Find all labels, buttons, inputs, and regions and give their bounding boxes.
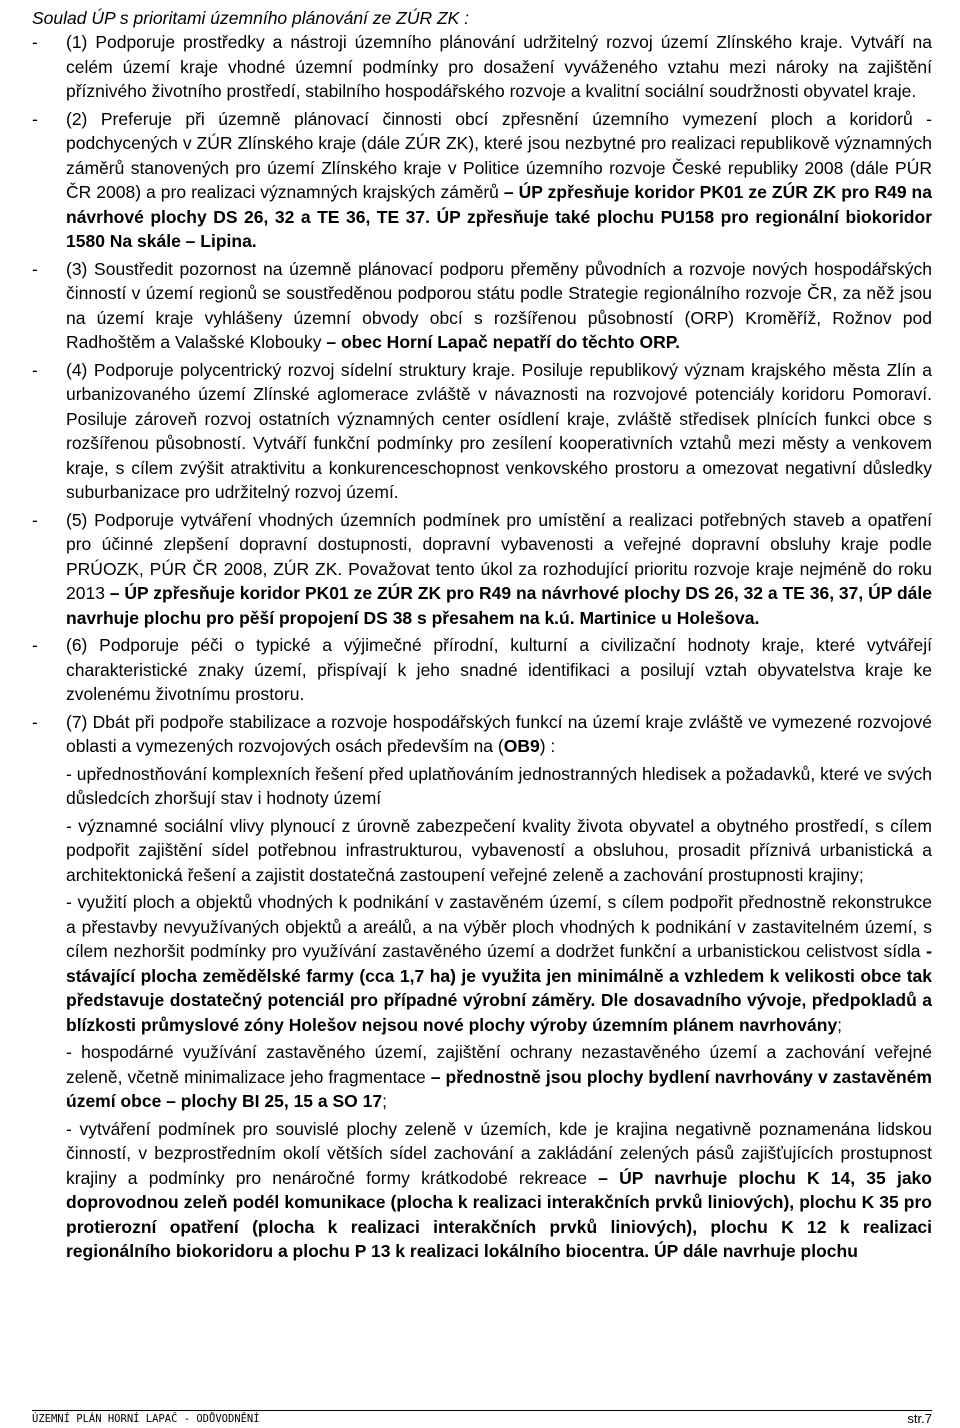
priority-item bbox=[32, 30, 932, 104]
bold-text: – obec Horní Lapač nepatří do těchto ORP. bbox=[326, 332, 681, 352]
text: (1) Podporuje prostředky a nástroji územního plánování udržitelný rozvoj území Zlínského kraje. Vytváří na celém území kraje vhodné územní podmínky pro dosažení vyváženého vztahu mezi nároky na zajištění příznivého životního prostředí, stabilního hospodářského rozvoje a kvalitní sociální soudržnosti obyvatel kraje. bbox=[66, 32, 932, 101]
text: ; bbox=[837, 1014, 843, 1035]
priority-text bbox=[66, 257, 932, 355]
text: - využití ploch a objektů vhodných k podnikání v zastavěném území, s cílem podpořit přednostně rekonstrukce a přestavby nevyužívaných objektů a areálů, a na výběr ploch vhodných k podnikání v zastavitelném území, s cílem nezhoršit podmínky pro využívání zastavěného území a dodržet funkční a urbanistickou celistvost sídla bbox=[66, 892, 932, 961]
text: (7) Dbát při podpoře stabilizace a rozvoje hospodářských funkcí na území kraje zvláště ve vymezené rozvojové oblasti a vymezených rozvojových osách především na ( bbox=[66, 711, 932, 756]
footer-document-title: ÚZEMNÍ PLÁN HORNÍ LAPAČ - ODŮVODNĚNÍ bbox=[32, 1413, 260, 1425]
priority-text bbox=[66, 710, 932, 759]
priority-item bbox=[32, 710, 932, 759]
text: (5) Podporuje vytváření vhodných územních podmínek pro umístění a realizaci potřebných staveb a opatření pro účinné zlepšení dopravní dostupnosti, dopravní vybavenosti a veřejné dopravní obsluhy kraje podle PRÚOZK, PÚR ČR 2008, ZÚR ZK. Považovat tento úkol za rozhodující prioritu rozvoje kraje nejméně do roku 2013 bbox=[66, 509, 932, 603]
priority-text bbox=[66, 358, 932, 505]
priority-item bbox=[32, 508, 932, 631]
list-dash: - bbox=[32, 258, 38, 279]
sub-item bbox=[66, 890, 932, 1037]
priority-item bbox=[32, 633, 932, 707]
page-footer bbox=[32, 1410, 932, 1427]
text: (2) Preferuje při územně plánovací činnosti obcí zpřesnění územního vymezení ploch a koridorů - podchycených v ZÚR Zlínského kraje (dále ZÚR ZK), které jsou nezbytné pro realizaci republikově významných záměrů stanovených pro území Zlínského kraje v Politice územního rozvoje České republiky 2008 (dále PÚR ČR 2008) a pro realizaci významných krajských záměrů bbox=[66, 108, 932, 202]
bold-text: – přednostně jsou plochy bydlení navrhovány v zastavěném území obce – plochy BI 25, 15 a SO 17 bbox=[66, 1066, 932, 1111]
priority-item bbox=[32, 107, 932, 254]
list-dash: - bbox=[32, 635, 38, 655]
sub-item bbox=[66, 762, 932, 811]
document-body bbox=[32, 30, 932, 1267]
list-dash: - bbox=[32, 359, 38, 380]
priority-text bbox=[66, 107, 932, 254]
text: ; bbox=[382, 1091, 387, 1111]
priority-text bbox=[66, 30, 932, 104]
text: - významné sociální vlivy plynoucí z úrovně zabezpečení kvality života obyvatel a obytného prostředí, s cílem podpořit zajištění sídel potřebnou infrastrukturou, vybaveností a obsluhou, prosadit příznivá urbanistická a architektonická řešení a zajistit dostatečná zastoupení veřejné zeleně a zachování prostupnosti krajiny; bbox=[66, 815, 932, 885]
bold-text: – ÚP zpřesňuje koridor PK01 ze ZÚR ZK pro R49 na návrhové plochy DS 26, 32 a TE 36, TE 37. ÚP zpřesňuje také plochu PU158 pro regionální biokoridor 1580 Na skále – Lipina. bbox=[66, 182, 932, 251]
sub-item bbox=[66, 1040, 932, 1114]
text: (3) Soustředit pozornost na územně plánovací podporu přeměny původních a rozvoje nových hospodářských činností v území regionů se soustředěnou podporou státu podle Strategie regionálního rozvoje ČR, za něž jsou na území kraje vyhlášeny územní obvody obcí s rozšířenou působností (ORP) Kroměříž, Rožnov pod Radhoštěm a Valašské Klobouky bbox=[66, 258, 932, 352]
priority-item bbox=[32, 257, 932, 355]
priority-7-subitems bbox=[32, 762, 932, 1264]
text: ) : bbox=[539, 736, 556, 756]
list-dash: - bbox=[32, 509, 38, 530]
text: - vytváření podmínek pro souvislé plochy zeleně v územích, kde je krajina negativně poznamenána lidskou činností, v bezprostředním okolí větších sídel zachování a zakládání zelených pásů zajišťujících prostupnost krajiny a podmínky pro nenáročné formy krátkodobé rekreace bbox=[66, 1118, 932, 1188]
text: - hospodárné využívání zastavěného území, zajištění ochrany nezastavěného území a zachování veřejné zeleně, včetně minimalizace jeho fragmentace bbox=[66, 1042, 932, 1087]
bold-text: OB9 bbox=[503, 736, 540, 756]
sub-item bbox=[66, 1117, 932, 1264]
priority-text bbox=[66, 633, 932, 707]
sub-item bbox=[66, 814, 932, 888]
list-dash: - bbox=[32, 32, 38, 52]
bold-text: – ÚP navrhuje plochu K 14, 35 jako doprovodnou zeleň podél komunikace (plocha k realizaci interakčních prvků liniových), plochu K 35 pro protierozní opatření (plocha k realizaci interakčních prvků liniových), plochu K 12 k realizaci regionálního biokoridoru a plochu P 13 k realizaci lokálního biocentra. ÚP dále navrhuje plochu bbox=[66, 1167, 932, 1261]
priority-item bbox=[32, 358, 932, 505]
bold-text: – ÚP zpřesňuje koridor PK01 ze ZÚR ZK pro R49 na návrhové plochy DS 26, 32 a TE 36, 37, ÚP dále navrhuje plochu pro pěší propojení DS 38 s přesahem na k.ú. Martinice u Holešova. bbox=[66, 583, 932, 628]
footer-page-number: str.7 bbox=[907, 1411, 932, 1426]
bold-text: - stávající plocha zemědělské farmy (cca 1,7 ha) je využita jen minimálně a vzhledem k velikosti obce tak představuje dostatečný potenciál pro případné výrobní záměry. Dle dosavadního vývoje, předpokladů a blízkosti průmyslové zóny Holešov nejsou nové plochy výroby územním plánem navrhovány bbox=[66, 941, 932, 1035]
priority-list bbox=[32, 30, 932, 759]
text: (4) Podporuje polycentrický rozvoj sídelní struktury kraje. Posiluje republikový význam krajského města Zlín a urbanizovaného území Zlínské aglomerace zvláště v návaznosti na rozvojové potenciály koridoru Pomoraví. Posiluje zároveň rozvoj ostatních významných center osídlení kraje, zvláště středisek plnících funkci obce s rozšířenou působností. Vytváří funkční podmínky pro zesílení kooperativních vztahů mezi městy a venkovem kraje, s cílem zvýšit atraktivitu a konkurenceschopnost venkovského prostoru a omezovat negativní důsledky suburbanizace pro udržitelný rozvoj území. bbox=[66, 359, 932, 502]
text: - upřednostňování komplexních řešení před uplatňováním jednostranných hledisek a požadavků, které ve svých důsledcích zhoršují stav i hodnoty území bbox=[66, 763, 932, 808]
text: (6) Podporuje péči o typické a výjimečné přírodní, kulturní a civilizační hodnoty kraje, které vytvářejí charakteristické znaky území, přispívají k jeho snadné identifikaci a posilují vztah obyvatelstva kraje ke zvolenému životnímu prostoru. bbox=[66, 635, 932, 704]
list-dash: - bbox=[32, 711, 38, 732]
list-dash: - bbox=[32, 108, 38, 129]
priority-text bbox=[66, 508, 932, 631]
section-heading: Soulad ÚP s prioritami územního plánování ze ZÚR ZK : bbox=[32, 8, 470, 28]
